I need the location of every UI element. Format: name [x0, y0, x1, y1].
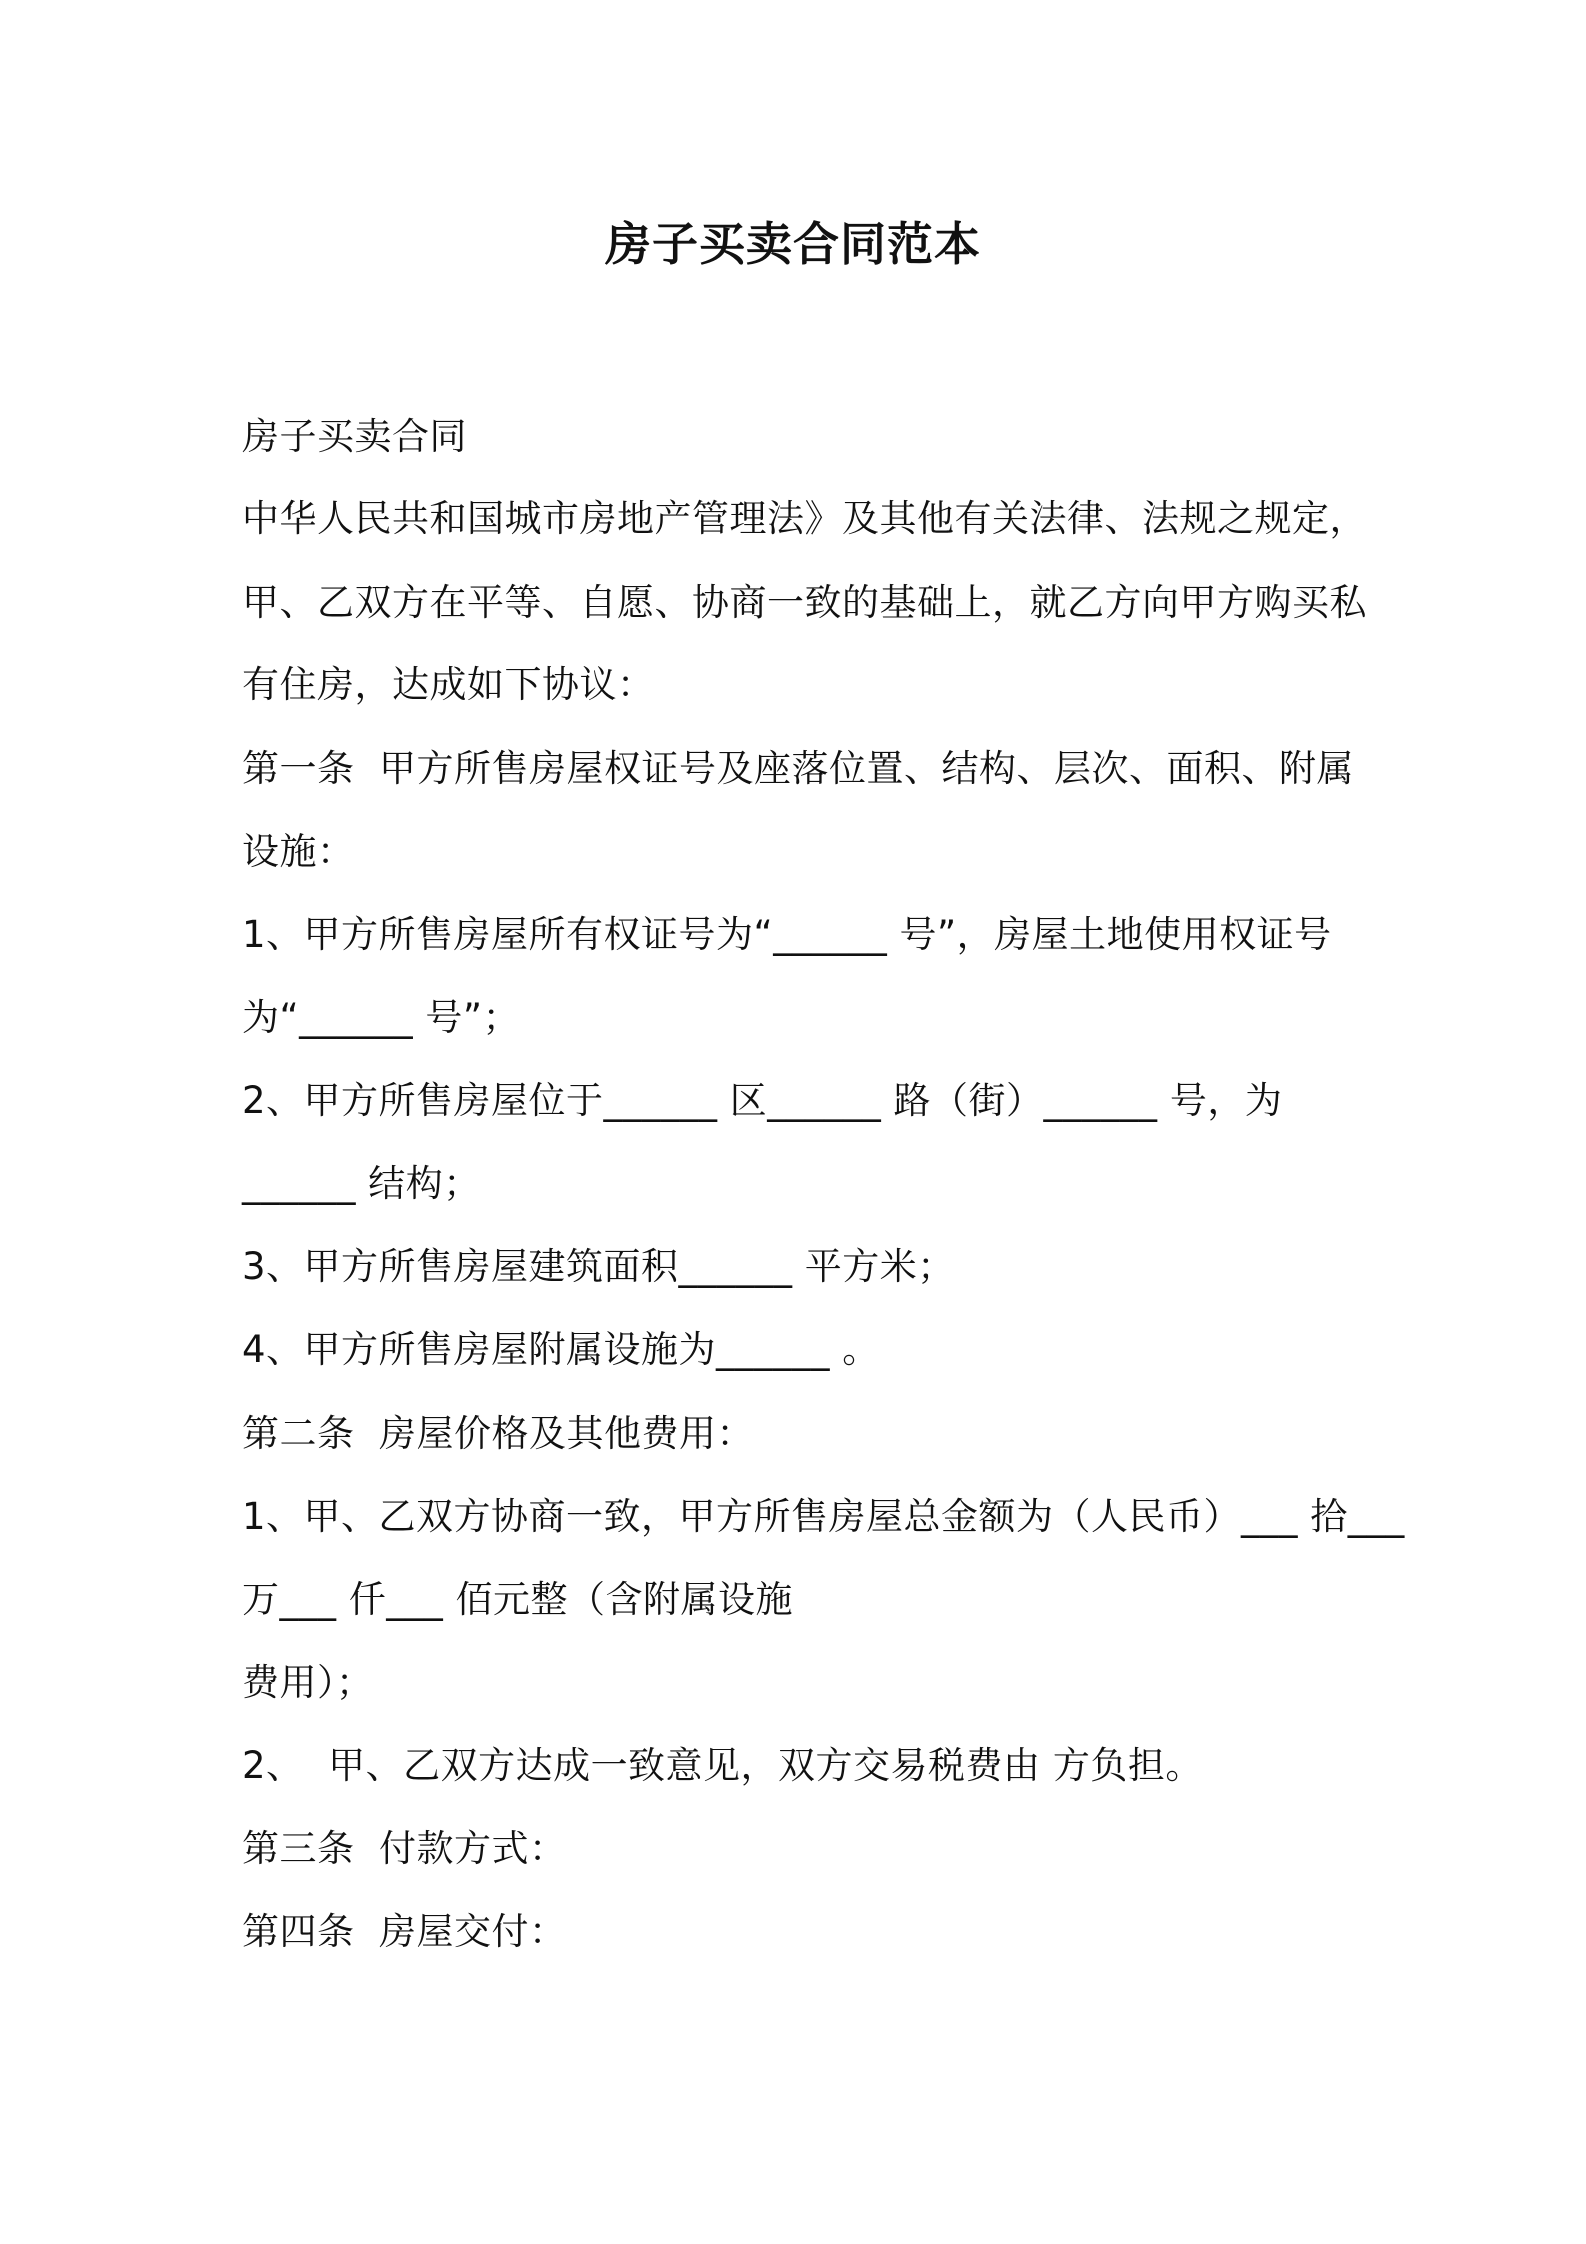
- article-3-heading: 第三条 付款方式：: [242, 1827, 567, 1870]
- clause-line: 2、 甲、乙双方达成一致意见，双方交易税费由 方负担。: [242, 1744, 1203, 1787]
- paragraph-line: 设施：: [242, 830, 355, 873]
- document-title: 房子买卖合同范本: [605, 217, 981, 271]
- contract-heading: 房子买卖合同: [242, 415, 467, 458]
- clause-line: 1、甲、乙双方协商一致，甲方所售房屋总金额为（人民币）___ 拾___: [242, 1495, 1405, 1538]
- paragraph-line: 甲、乙双方在平等、自愿、协商一致的基础上，就乙方向甲方购买私: [242, 581, 1367, 624]
- paragraph-line: 有住房，达成如下协议：: [242, 663, 655, 706]
- paragraph-line: 中华人民共和国城市房地产管理法》及其他有关法律、法规之规定，: [242, 497, 1367, 540]
- clause-line: 2、甲方所售房屋位于______ 区______ 路（街）______ 号，为: [242, 1079, 1283, 1122]
- clause-line: 1、甲方所售房屋所有权证号为“______ 号”，房屋土地使用权证号: [242, 913, 1332, 956]
- clause-line: 万___ 仟___ 佰元整（含附属设施: [242, 1578, 794, 1621]
- article-2-heading: 第二条 房屋价格及其他费用：: [242, 1412, 755, 1455]
- article-4-heading: 第四条 房屋交付：: [242, 1910, 567, 1953]
- clause-line: 4、甲方所售房屋附属设施为______ 。: [242, 1328, 880, 1371]
- clause-line: ______ 结构；: [242, 1162, 481, 1205]
- clause-line: 费用）；: [242, 1661, 374, 1704]
- clause-line: 3、甲方所售房屋建筑面积______ 平方米；: [242, 1245, 955, 1288]
- article-1-heading: 第一条 甲方所售房屋权证号及座落位置、结构、层次、面积、附属: [242, 747, 1355, 790]
- clause-line: 为“______ 号”；: [242, 996, 521, 1039]
